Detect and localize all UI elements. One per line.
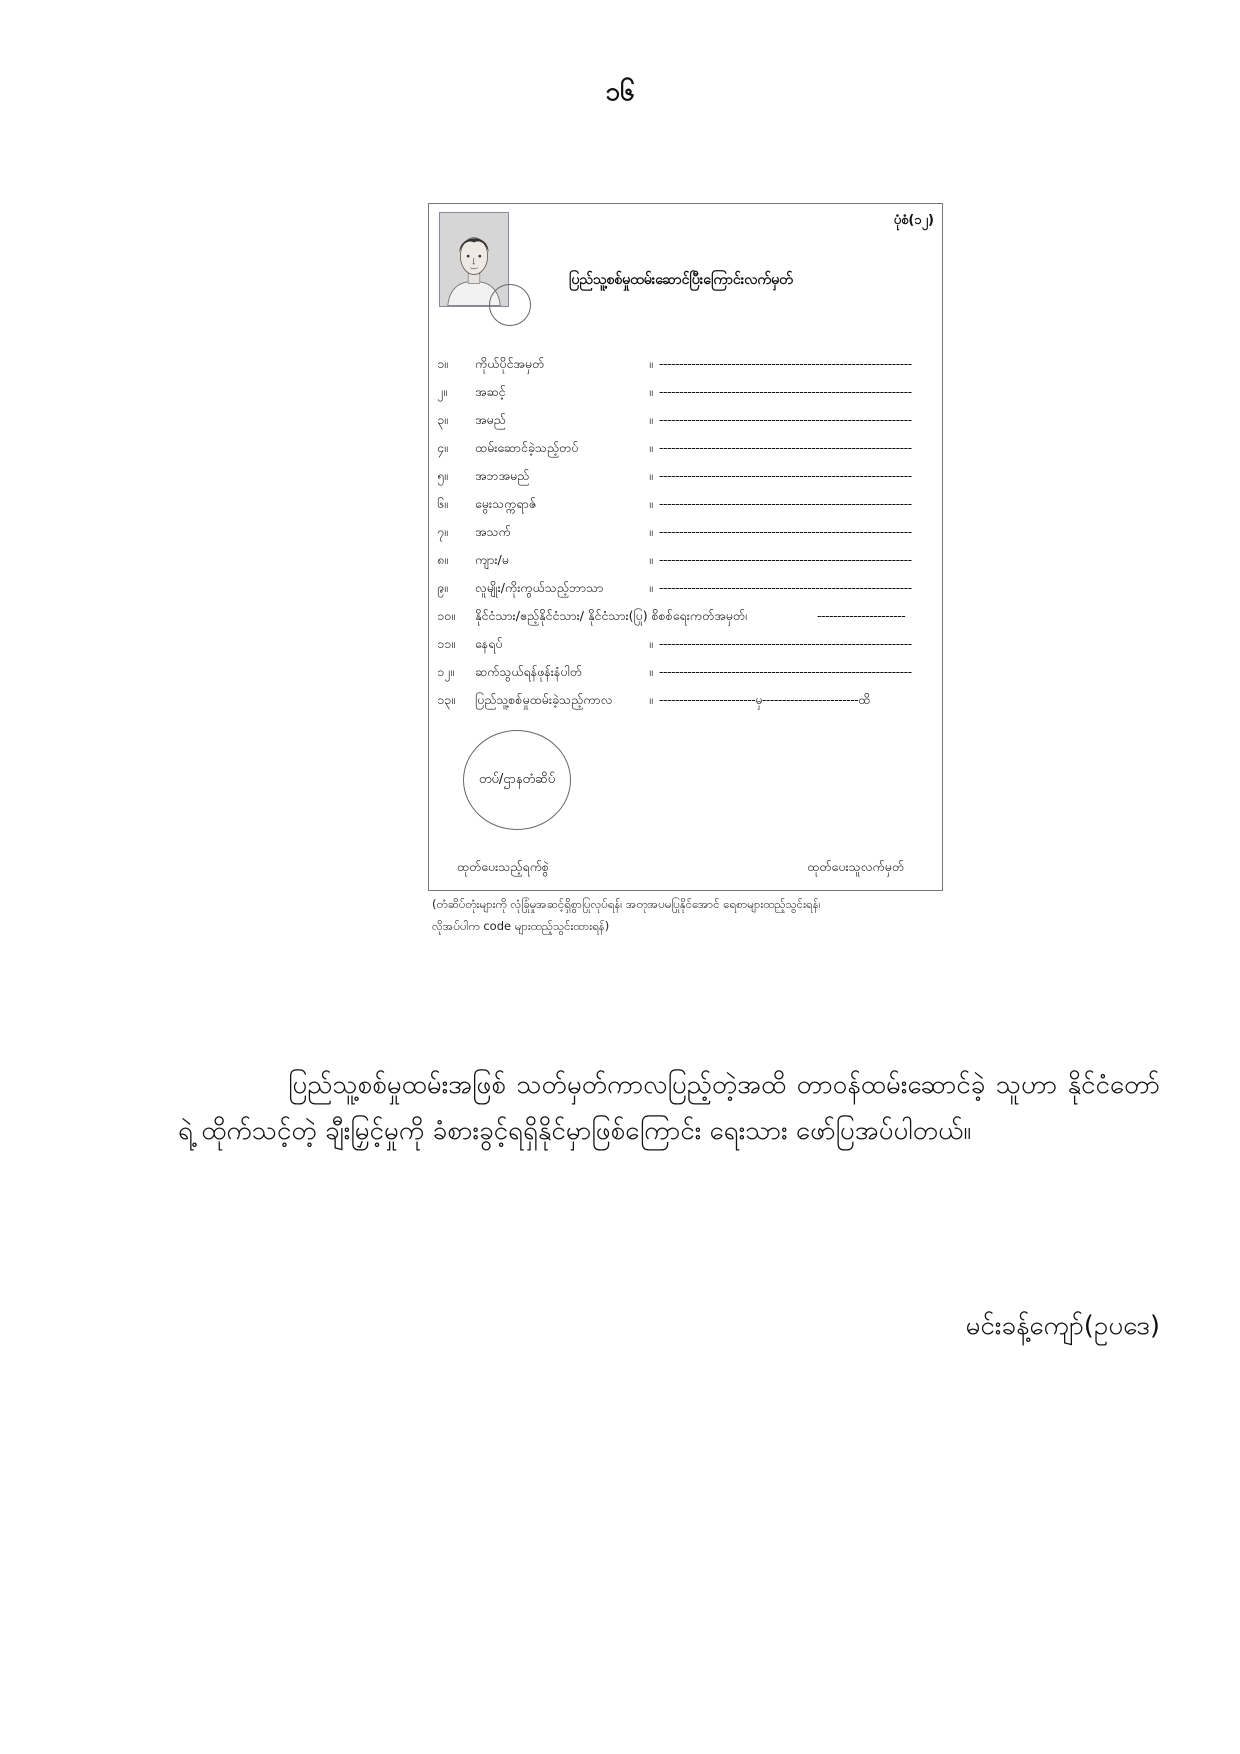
field-separator: ။ xyxy=(649,692,653,707)
field-separator: ။ xyxy=(649,468,653,483)
field-label: နိုင်ငံသား/ဧည့်နိုင်ငံသား/ နိုင်ငံသား(ပြု) စိစစ်ရေးကတ်အမှတ်၊ xyxy=(475,608,748,623)
field-number: ၆။ xyxy=(437,496,448,511)
field-label: ပြည်သူ့စစ်မှုထမ်းခဲ့သည့်ကာလ xyxy=(475,692,613,707)
field-blank: --------------------------------------------------------------- xyxy=(659,580,912,595)
field-label: ဆက်သွယ်ရန်ဖုန်းနံပါတ် xyxy=(475,664,582,679)
field-separator: ။ xyxy=(649,664,653,679)
field-label: အမည် xyxy=(475,412,506,427)
unit-stamp-circle xyxy=(463,730,571,830)
field-row xyxy=(437,692,937,720)
field-number: ၁။ xyxy=(437,356,448,371)
field-blank: --------------------------------------------------------------- xyxy=(659,468,912,483)
field-row xyxy=(437,440,937,468)
field-row xyxy=(437,384,937,412)
stamp-label: တပ်/ဌာနတံဆိပ် xyxy=(478,771,556,787)
field-row xyxy=(437,580,937,608)
issue-date-label: ထုတ်ပေးသည့်ရက်စွဲ xyxy=(457,859,549,874)
field-label: လူမျိုး/ကိုးကွယ်သည့်ဘာသာ xyxy=(475,580,604,595)
field-row xyxy=(437,552,937,580)
field-number: ၈။ xyxy=(437,552,448,567)
field-row xyxy=(437,496,937,524)
field-number: ၁၂။ xyxy=(437,664,454,679)
caption-line: (တံဆိပ်တုံးများကို လုံခြုံမှုအဆင့်ရှိစွာပြုလုပ်ရန်၊ အတုအပမပြုနိုင်အောင် ရေစာများထည့်သွင်းရန်၊ xyxy=(432,897,821,911)
field-blank: --------------------------------------------------------------- xyxy=(659,384,912,399)
field-number: ၁၃။ xyxy=(437,692,455,707)
field-blank: --------------------------------------------------------------- xyxy=(659,524,912,539)
field-number: ၂။ xyxy=(437,384,447,399)
field-row xyxy=(437,412,937,440)
issuer-signature-label: ထုတ်ပေးသူလက်မှတ် xyxy=(807,859,904,874)
field-label: ကိုယ်ပိုင်အမှတ် xyxy=(475,356,545,371)
field-separator: ။ xyxy=(649,384,653,399)
certificate-form-image xyxy=(428,203,943,891)
page-number: ၁၆ xyxy=(605,77,635,107)
field-separator: ။ xyxy=(649,440,653,455)
field-blank: --------------------------------------------------------------- xyxy=(659,412,912,427)
form-title: ပြည်သူ့စစ်မှုထမ်းဆောင်ပြီးကြောင်းလက်မှတ် xyxy=(569,272,793,288)
field-label: နေရပ် xyxy=(475,636,503,651)
field-blank: ---------------------- xyxy=(817,608,906,623)
field-label: အသက် xyxy=(475,524,511,539)
field-label: အဆင့် xyxy=(475,384,506,399)
field-separator: ။ xyxy=(649,552,653,567)
field-number: ၉။ xyxy=(437,580,448,595)
field-label: အဘအမည် xyxy=(475,468,530,483)
field-number: ၅။ xyxy=(437,468,448,483)
field-row xyxy=(437,608,937,636)
field-row xyxy=(437,356,937,384)
field-label: ထမ်းဆောင်ခဲ့သည့်တပ် xyxy=(475,440,579,455)
field-row xyxy=(437,524,937,552)
field-blank: --------------------------------------------------------------- xyxy=(659,440,912,455)
field-separator: ။ xyxy=(649,524,653,539)
field-row xyxy=(437,636,937,664)
field-label: ကျား/မ xyxy=(475,552,509,567)
body-paragraph-text: ပြည်သူ့စစ်မှုထမ်းအဖြစ် သတ်မှတ်ကာလပြည့်တဲ့အထိ တာဝန်ထမ်းဆောင်ခဲ့ သူဟာ နိုင်ငံတော်ရဲ့ ထိုက်သင့်တဲ့ ချီးမြှင့်မှုကို ခံစားခွင့်ရရှိနိုင်မှာဖြစ်ကြောင်း ရေးသား ဖော်ပြအပ်ပါတယ်။ xyxy=(178,1070,1160,1146)
field-blank: ------------------------မှ------------------------ထိ xyxy=(659,692,870,707)
field-number: ၃။ xyxy=(437,412,448,427)
seal-circle-small xyxy=(489,284,531,326)
field-number: ၁၁။ xyxy=(437,636,455,651)
field-blank: --------------------------------------------------------------- xyxy=(659,356,912,371)
field-blank: --------------------------------------------------------------- xyxy=(659,636,912,651)
field-separator: ။ xyxy=(649,356,653,371)
field-separator: ။ xyxy=(649,636,653,651)
field-separator: ။ xyxy=(649,496,653,511)
form-caption xyxy=(432,893,944,937)
author-name: မင်းခန့်ကျော်(ဥပဒေ) xyxy=(965,1311,1160,1341)
field-row xyxy=(437,468,937,496)
body-paragraph xyxy=(178,1062,1160,1154)
field-number: ၁၀။ xyxy=(437,608,455,623)
field-separator: ။ xyxy=(649,580,653,595)
field-blank: --------------------------------------------------------------- xyxy=(659,664,912,679)
form-fields xyxy=(437,356,937,720)
field-separator: ။ xyxy=(649,412,653,427)
field-label: မွေးသက္ကရာဇ် xyxy=(475,496,537,511)
field-number: ၄။ xyxy=(437,440,448,455)
field-number: ၇။ xyxy=(437,524,448,539)
form-number: ပုံစံ(၁၂) xyxy=(893,213,934,228)
field-blank: --------------------------------------------------------------- xyxy=(659,496,912,511)
field-blank: --------------------------------------------------------------- xyxy=(659,552,912,567)
field-row xyxy=(437,664,937,692)
caption-line: လိုအပ်ပါက code များထည့်သွင်းထားရန်) xyxy=(432,919,610,933)
